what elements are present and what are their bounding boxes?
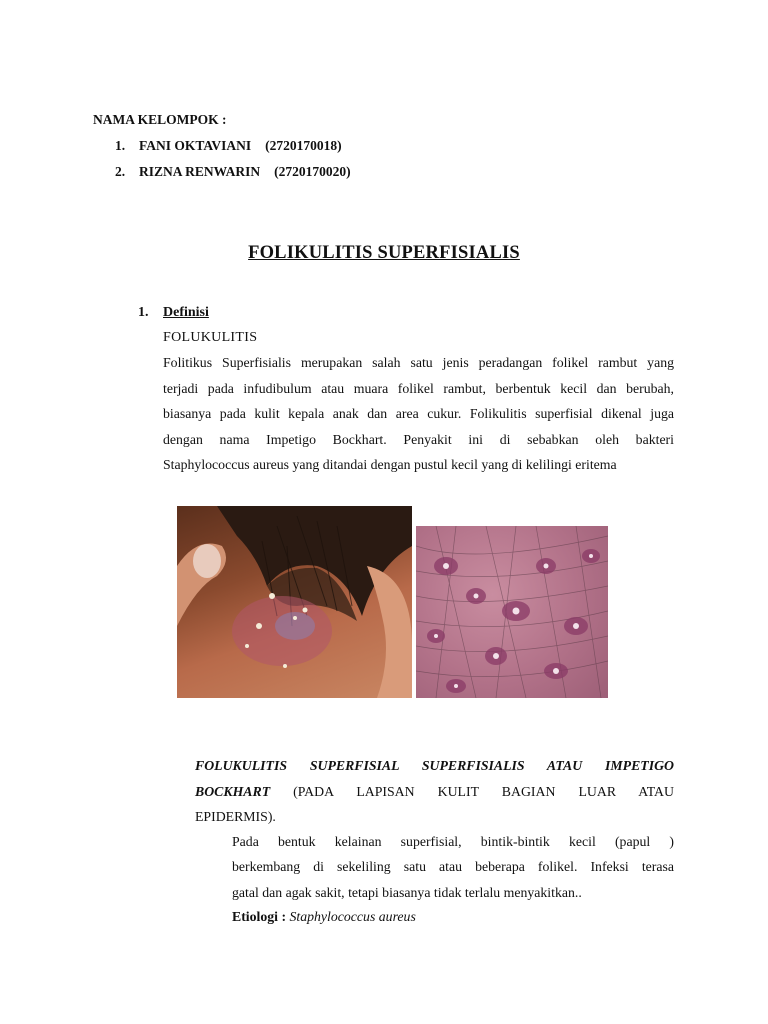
paragraph-line: dengan nama Impetigo Bockhart. Penyakit ini di sebabkan oleh bakteri (163, 432, 674, 447)
caption-text: (PADA LAPISAN KULIT BAGIAN LUAR ATAU (270, 784, 674, 799)
group-label: NAMA KELOMPOK : (93, 112, 227, 127)
member-id: (2720170018) (265, 138, 342, 153)
caption-emphasis: BOCKHART (195, 784, 271, 799)
section-heading: Definisi (163, 305, 209, 320)
body-line: berkembang di sekeliling satu atau beberapa folikel. Infeksi terasa (232, 859, 674, 874)
member-number: 1. (115, 138, 126, 153)
member-item (115, 164, 351, 180)
body-line: Pada bentuk kelainan superfisial, bintik-bintik kecil (papul ) (232, 834, 674, 849)
paragraph-line: Staphylococcus aureus yang ditandai dengan pustul kecil yang di kelilingi eritema (163, 457, 617, 472)
document-title: FOLIKULITIS SUPERFISIALIS (248, 243, 520, 263)
caption-line: FOLUKULITIS SUPERFISIAL SUPERFISIALIS ATAU IMPETIGO (195, 758, 674, 773)
etiologi-label: Etiologi : (232, 909, 287, 924)
member-name: RIZNA RENWARIN (139, 164, 261, 179)
section-number: 1. (138, 305, 149, 320)
member-name: FANI OKTAVIANI (139, 138, 252, 153)
caption-line (195, 783, 674, 801)
paragraph-line: Folitikus Superfisialis merupakan salah satu jenis peradangan folikel rambut yang (163, 355, 674, 370)
caption-line: EPIDERMIS). (195, 809, 276, 824)
member-id: (2720170020) (274, 164, 351, 179)
paragraph-line: biasanya pada kulit kepala anak dan area cukur. Folikulitis superfisial dikenal juga (163, 406, 674, 421)
member-number: 2. (115, 164, 126, 179)
body-line: gatal dan agak sakit, tetapi biasanya tidak terlalu menyakitkan.. (232, 885, 582, 900)
section-subheading: FOLUKULITIS (163, 330, 258, 345)
skin-pustules-photo (416, 526, 608, 698)
paragraph-line: terjadi pada infudibulum atau muara folikel rambut, berbentuk kecil dan berubah, (163, 381, 674, 396)
member-item (115, 138, 342, 154)
etiologi-value: Staphylococcus aureus (289, 909, 416, 924)
neck-folliculitis-photo (177, 506, 412, 698)
etiologi-line (232, 909, 416, 925)
